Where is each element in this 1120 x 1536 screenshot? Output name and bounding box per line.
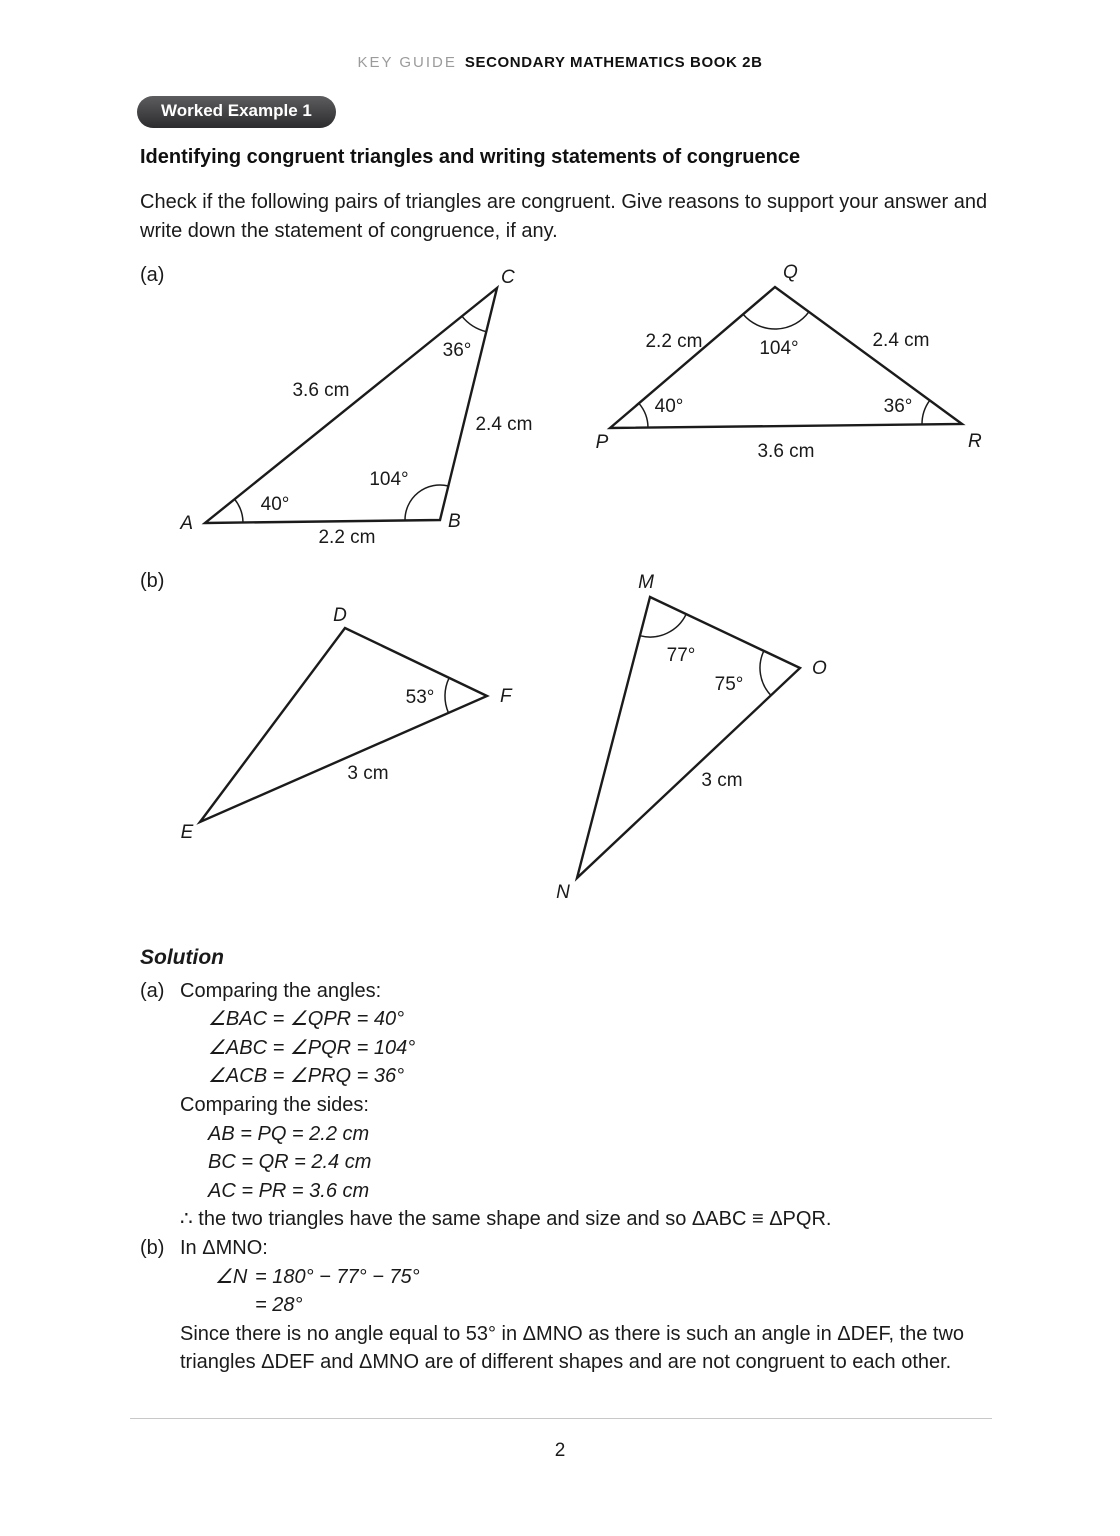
angle-equation-2: ∠ABC = ∠PQR = 104° [208, 1036, 416, 1059]
equation-lhs-spacer [215, 1291, 255, 1320]
triangle-mno [556, 572, 827, 903]
angle-n-rhs-2: = 28° [255, 1294, 303, 1317]
angle-label-o: 75° [714, 674, 744, 695]
vertex-label-r: R [968, 431, 982, 452]
triangle-pqr-angle-arc-q [743, 312, 809, 329]
angle-label-m: 77° [666, 645, 696, 666]
solution-title: Solution [140, 946, 224, 969]
triangle-abc-outline [205, 288, 497, 523]
vertex-label-e: E [180, 822, 194, 843]
side-label-pr: 3.6 cm [757, 441, 815, 462]
angle-label-r: 36° [883, 396, 913, 417]
triangle-def [181, 605, 513, 843]
angle-label-b: 104° [369, 469, 409, 490]
side-equation-3: AC = PR = 3.6 cm [208, 1179, 370, 1202]
triangle-mno-outline [577, 597, 800, 878]
header-book-title: SECONDARY MATHEMATICS BOOK 2B [464, 54, 763, 71]
vertex-label-c: C [501, 267, 515, 288]
vertex-label-b: B [448, 511, 461, 532]
side-label-ac: 3.6 cm [292, 380, 350, 401]
side-label-no: 3 cm [701, 770, 743, 791]
part-b-label: (b) [140, 570, 165, 592]
triangle-def-angle-arc-f [445, 678, 449, 713]
vertex-label-q: Q [783, 262, 798, 283]
angle-equation-3: ∠ACB = ∠PRQ = 36° [208, 1065, 405, 1088]
comparing-sides-text: Comparing the sides: [180, 1093, 369, 1116]
vertex-label-m: M [638, 572, 654, 593]
solution-b-equation-row-2 [215, 1291, 1032, 1320]
side-label-ab: 2.2 cm [318, 527, 376, 548]
angle-label-c: 36° [442, 340, 472, 361]
vertex-label-f: F [500, 686, 512, 707]
side-equation-2: BC = QR = 2.4 cm [208, 1151, 372, 1174]
footer-divider [130, 1418, 992, 1419]
triangle-mno-angle-arc-o [760, 651, 771, 696]
solution-a-item-label: (a) [140, 979, 165, 1002]
triangle-pqr [596, 262, 982, 462]
angle-label-f: 53° [405, 687, 435, 708]
triangle-pqr-angle-arc-r [922, 400, 930, 424]
worked-example-badge-label: Worked Example 1 [161, 101, 312, 120]
side-label-ef: 3 cm [347, 763, 389, 784]
angle-equation-1: ∠BAC = ∠QPR = 40° [208, 1008, 405, 1031]
side-label-qr: 2.4 cm [872, 330, 930, 351]
angle-label-p: 40° [654, 396, 684, 417]
solution-a-heading-row [140, 977, 1032, 1006]
angle-label-a: 40° [260, 494, 290, 515]
triangle-abc [179, 267, 532, 548]
triangle-abc-angle-arc-a [235, 499, 243, 522]
side-equation-1: AB = PQ = 2.2 cm [208, 1122, 370, 1145]
vertex-label-a: A [180, 513, 193, 534]
vertex-label-n: N [556, 882, 570, 903]
solution-b-intro: In ΔMNO: [180, 1236, 268, 1259]
solution-b-item-label: (b) [140, 1236, 165, 1259]
angle-n-lhs: ∠N [215, 1265, 248, 1288]
page-number: 2 [554, 1440, 566, 1461]
solution-a-conclusion: ∴ the two triangles have the same shape and size and so ΔABC ≡ ΔPQR. [180, 1208, 832, 1231]
triangle-pqr-angle-arc-p [639, 403, 648, 427]
solution-section [140, 944, 1032, 1377]
example-heading: Identifying congruent triangles and writing statements of congruence [140, 146, 801, 168]
angle-n-rhs-1: = 180° − 77° − 75° [255, 1265, 420, 1288]
side-label-pq: 2.2 cm [645, 331, 703, 352]
vertex-label-p: P [595, 432, 609, 453]
side-label-bc: 2.4 cm [475, 414, 533, 435]
part-a-label: (a) [140, 264, 165, 286]
solution-b-equation-row-1 [215, 1263, 1032, 1292]
triangle-def-outline [200, 628, 487, 822]
angle-label-q: 104° [759, 338, 799, 359]
solution-b-heading-row [140, 1234, 1032, 1263]
triangle-abc-angle-arc-c [462, 316, 486, 332]
solution-b-conclusion: Since there is no angle equal to 53° in ΔMNO as there is such an angle in ΔDEF, the two triangles ΔDEF and ΔMNO are of different shapes and are not congruent to each other. [180, 1322, 965, 1374]
triangle-mno-angle-arc-m [640, 614, 686, 637]
example-intro-text: Check if the following pairs of triangles are congruent. Give reasons to support your answer and write down the statement of congruence, if any. [140, 191, 988, 242]
comparing-angles-text: Comparing the angles: [180, 979, 382, 1002]
vertex-label-d: D [333, 605, 347, 626]
header-series-label: KEY GUIDE [357, 54, 457, 71]
vertex-label-o: O [812, 658, 827, 679]
